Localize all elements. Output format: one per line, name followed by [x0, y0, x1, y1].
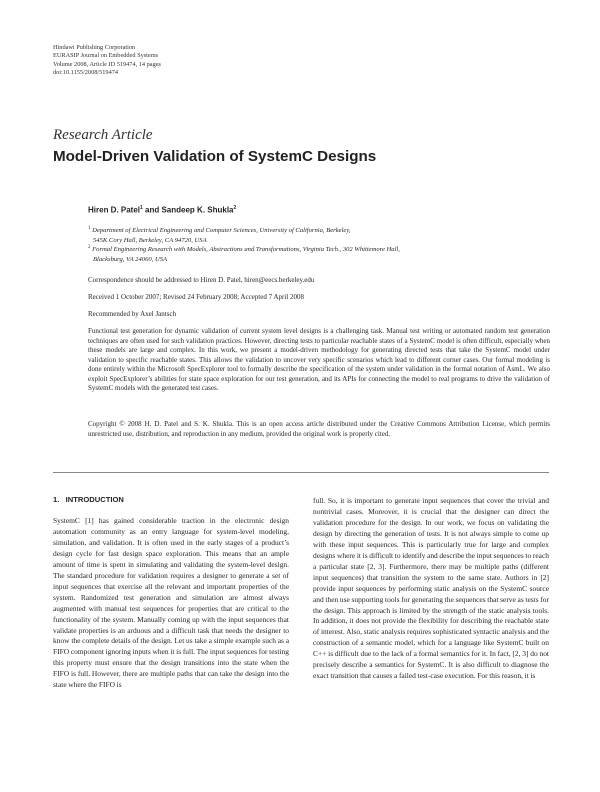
affiliation-1-line2: 545K Cory Hall, Berkeley, CA 94720, USA	[93, 236, 207, 244]
recommended-by: Recommended by Axel Jantsch	[88, 310, 177, 318]
correspondence: Correspondence should be addressed to Hiren D. Patel, hiren@eecs.berkeley.edu	[88, 276, 315, 284]
section-divider	[53, 472, 549, 473]
copyright: Copyright © 2008 H. D. Patel and S. K. Shukla. This is an open access article distributed under the Creative Commons Attribution License, which permits unrestricted use, distribution, and reproduction in any medium, provided the original work is properly cited.	[88, 420, 550, 438]
affiliation-2-line1: Formal Engineering Research with Models, Abstractions and Transformations, Virginia Tech., 302 Whittemore Hall,	[92, 246, 400, 254]
publisher: Hindawi Publishing Corporation	[53, 44, 136, 51]
affiliation-2-line2: Blacksburg, VA 24060, USA	[93, 255, 168, 263]
volume-info: Volume 2008, Article ID 519474, 14 pages	[53, 60, 161, 68]
body-paragraph-left: SystemC [1] has gained considerable traction in the electronic design automation community as an entry language for system-level modeling, simulation, and validation. It is often used in the early stages of a product’s design cycle for fast design space exploration. This means that an ample amount of time is spent in simulating and validating the system-level design. The standard procedure for validation requires a designer to generate a set of input sequences that exercise all the relevant and important properties of the system. Randomized test generation and simulation are almost always augmented with manual test sequences for properties that are critical to the functionality of the system. Manually coming up with the input sequences that validate properties is an arduous and a difficult task that needs the designer to know the complete details of the design. Let us take a simple example such as a FIFO component ignoring inputs when it is full. The input sequences for testing this property must ensure that the design transitions into the state when the FIFO is full. However, there are multiple paths that can take the design into the state where the FIFO is	[53, 516, 289, 690]
affiliation-1-sup: 1	[88, 226, 91, 231]
author-conj: and	[142, 205, 162, 215]
doi: doi:10.1155/2008/519474	[53, 68, 119, 76]
received-dates: Received 1 October 2007; Revised 24 February 2008; Accepted 7 April 2008	[88, 293, 304, 301]
body-column-right	[313, 496, 549, 682]
journal-name: EURASIP Journal on Embedded Systems	[53, 52, 159, 60]
affiliation-2-sup: 2	[88, 245, 91, 250]
author-2-sup: 2	[233, 205, 237, 211]
author-1-sup: 1	[140, 205, 143, 211]
article-type: Research Article	[53, 127, 153, 143]
affiliation-1	[88, 224, 550, 245]
section-heading: 1. INTRODUCTION	[53, 495, 124, 504]
journal-header	[53, 44, 161, 77]
authors	[88, 204, 550, 215]
affiliation-2	[88, 243, 550, 264]
abstract: Functional test generation for dynamic validation of current system level designs is a challenging task. Manual test writing or automated random test generation techniques are often used for such validation practices. However, directing tests to particular reachable states of a SystemC model is often difficult, especially when these models are large and complex. In this work, we present a model-driven methodology for generating directed tests that take the SystemC model under validation to specific reachable states. This allows the validation to uncover very specific scenarios which lead to different corner cases. Our formal modeling is done entirely within the Microsoft SpecExplorer tool to formally describe the specification of the system under validation in the formal notation of AsmL. We also exploit SpecExplorer’s abilities for state space exploration for our test generation, and its APIs for connecting the model to real programs to drive the validation of SystemC models with the generated test cases.	[88, 327, 550, 393]
author-2: Sandeep K. Shukla	[161, 205, 234, 215]
article-title: Model-Driven Validation of SystemC Designs	[53, 148, 377, 165]
body-paragraph-right: full. So, it is important to generate input sequences that cover the trivial and nontrivial cases. Moreover, it is crucial that the designer can direct the validation procedure for the design. In our work, we focus on validating the design by directing the generation of tests. It is not always simple to come up with these input sequences. This is particularly true for large and complex designs where it is difficult to identify and describe the input sequences to reach a particular state [2, 3]. Furthermore, there may be multiple paths (different input sequences) that transition the system to the same state. Authors in [2] provide input sequences by performing static analysis on the SystemC source and then use supporting tools for generating the sequences that serve as tests for the design. This approach is limited by the strength of the static analysis tools. In addition, it does not provide the flexibility for describing the reachable state of interest. Also, static analysis requires sophisticated syntactic analysis and the construction of a semantic model, which for a language like SystemC built on C++ is difficult due to the lack of a formal semantics for it. In fact, [2, 3] do not precisely describe a semantics for SystemC. It is also difficult to diagnose the exact transition that causes a failed test-case execution. For this reason, it is	[313, 496, 549, 681]
affiliation-1-line1: Department of Electrical Engineering and Computer Sciences, University of California, Berkeley,	[92, 227, 351, 235]
author-1: Hiren D. Patel	[88, 205, 141, 215]
body-column-left	[53, 516, 289, 691]
